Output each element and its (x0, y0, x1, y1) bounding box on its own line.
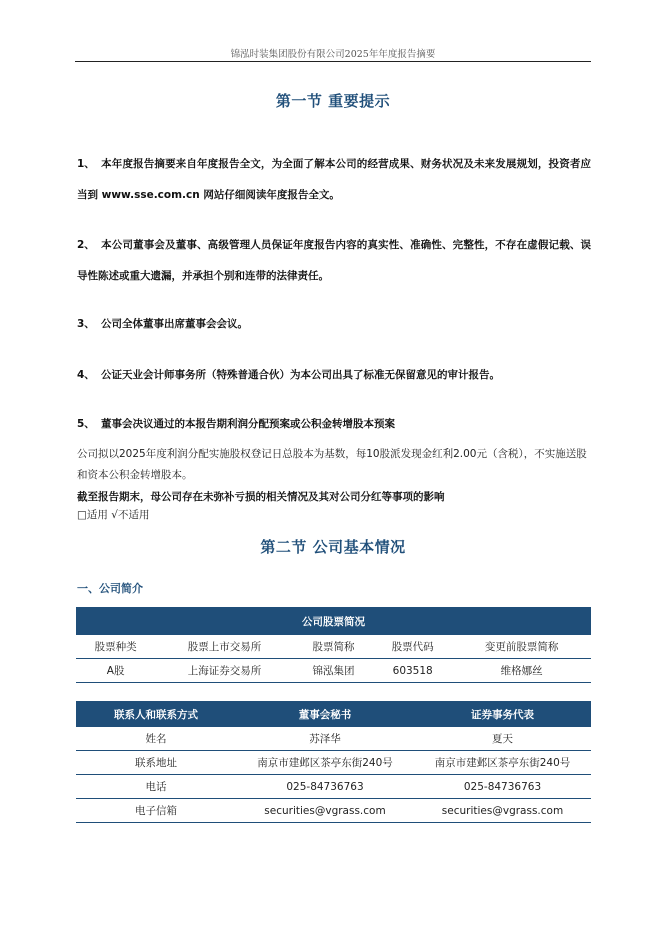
table-header-cell: 董事会秘书 (236, 701, 414, 727)
table-cell: 上海证券交易所 (155, 659, 294, 683)
table-cell: A股 (76, 659, 155, 683)
table-header-cell: 变更前股票简称 (452, 635, 591, 659)
item-text: 董事会决议通过的本报告期利润分配预案或公积金转增股本预案 (101, 418, 395, 430)
table-header-cell: 股票代码 (373, 635, 452, 659)
item-number: 5、 (77, 418, 95, 430)
stock-info-table (76, 607, 591, 683)
table-cell: 南京市建邺区茶亭东街240号 (236, 751, 414, 775)
notice-item-4 (77, 360, 591, 391)
table-row (76, 727, 591, 751)
table-cell: 夏天 (414, 727, 591, 751)
table-header-cell: 股票简称 (294, 635, 373, 659)
loss-heading: 截至报告期末，母公司存在未弥补亏损的相关情况及其对公司分红等事项的影响 (77, 491, 445, 503)
table-cell: 苏泽华 (236, 727, 414, 751)
item-number: 1、 (77, 158, 95, 170)
table-cell: 锦泓集团 (294, 659, 373, 683)
table-row (76, 799, 591, 823)
table-header-row (76, 701, 591, 727)
table-cell: 603518 (373, 659, 452, 683)
header-divider (75, 61, 591, 62)
section2-title: 第二节 公司基本情况 (260, 538, 406, 556)
item-text: 公司全体董事出席董事会会议。 (101, 318, 248, 330)
table-header-cell: 联系人和联系方式 (76, 701, 236, 727)
table-header-row (76, 635, 591, 659)
table-cell: 姓名 (76, 727, 236, 751)
table-row (76, 751, 591, 775)
table-cell: securities@vgrass.com (236, 799, 414, 823)
table-row (76, 775, 591, 799)
document-header: 锦泓时装集团股份有限公司2025年年度报告摘要 (230, 49, 436, 60)
table-cell: securities@vgrass.com (414, 799, 591, 823)
dividend-plan-text: 公司拟以2025年度利润分配实施股权登记日总股本为基数，每10股派发现金红利2.00元（含税），不实施送股和资本公积金转增股本。 (77, 448, 587, 481)
table-cell: 南京市建邺区茶亭东街240号 (414, 751, 591, 775)
notice-item-1 (77, 149, 591, 211)
stock-table-caption: 公司股票简况 (76, 607, 591, 635)
company-profile-heading: 一、公司简介 (77, 582, 143, 595)
table-cell: 电子信箱 (76, 799, 236, 823)
item-text: 本年度报告摘要来自年度报告全文，为全面了解本公司的经营成果、财务状况及未来发展规划，投资者应当到 www.sse.com.cn 网站仔细阅读年度报告全文。 (77, 158, 591, 201)
item-number: 3、 (77, 318, 95, 330)
table-cell: 025-84736763 (414, 775, 591, 799)
applicability-note: □适用 √不适用 (77, 509, 150, 521)
table-row (76, 659, 591, 683)
contact-info-table (76, 701, 591, 823)
item-number: 2、 (77, 239, 95, 251)
table-cell: 维格娜丝 (452, 659, 591, 683)
table-header-cell: 证券事务代表 (414, 701, 591, 727)
notice-item-2 (77, 230, 591, 292)
notice-item-3 (77, 309, 591, 340)
item-text: 公证天业会计师事务所（特殊普通合伙）为本公司出具了标准无保留意见的审计报告。 (101, 369, 500, 381)
item-text: 本公司董事会及董事、高级管理人员保证年度报告内容的真实性、准确性、完整性，不存在虚假记载、误导性陈述或重大遗漏，并承担个别和连带的法律责任。 (77, 239, 591, 282)
section1-title: 第一节 重要提示 (275, 92, 391, 110)
item-number: 4、 (77, 369, 95, 381)
table-cell: 025-84736763 (236, 775, 414, 799)
table-cell: 联系地址 (76, 751, 236, 775)
table-header-cell: 股票种类 (76, 635, 155, 659)
notice-item-5 (77, 409, 591, 440)
table-header-cell: 股票上市交易所 (155, 635, 294, 659)
table-cell: 电话 (76, 775, 236, 799)
